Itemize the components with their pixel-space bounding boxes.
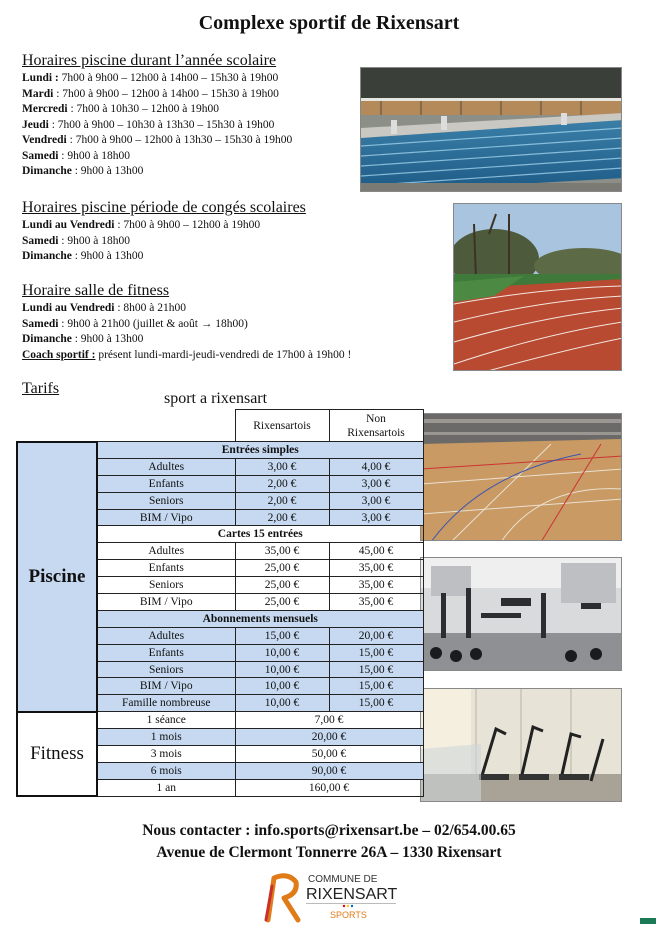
row-label: Enfants <box>97 475 235 492</box>
price-rix: 25,00 € <box>235 560 329 577</box>
coach-label: Coach sportif : <box>22 348 96 361</box>
hours-text: : 9h00 à 21h00 (juillet & août → 18h00) <box>58 317 248 330</box>
hours-line <box>22 317 351 333</box>
row-label: Famille nombreuse <box>97 695 235 712</box>
day-label: Lundi : <box>22 72 59 84</box>
hours-line <box>22 87 292 103</box>
track-photo <box>453 203 622 371</box>
row-label: Enfants <box>97 644 235 661</box>
table-header-row <box>17 410 423 442</box>
price-rix: 35,00 € <box>235 543 329 560</box>
coach-text: présent lundi-mardi-jeudi-vendredi de 17h00 à 19h00 ! <box>95 348 352 361</box>
col-header-line: Rixensartois <box>347 426 405 439</box>
row-label: Enfants <box>97 560 235 577</box>
hours-text: : 7h00 à 9h00 – 12h00 à 19h00 <box>114 219 261 231</box>
blank-cell <box>17 410 97 442</box>
day-label: Vendredi <box>22 134 67 146</box>
hours-text: 7h00 à 9h00 – 12h00 à 14h00 – 15h30 à 19h00 <box>58 72 279 84</box>
row-label: 6 mois <box>97 762 235 779</box>
row-label: 1 mois <box>97 729 235 746</box>
price-non-rix: 3,00 € <box>329 492 423 509</box>
col-header-non-rixensartois <box>329 410 423 442</box>
hours-text: : 9h00 à 18h00 <box>58 149 130 162</box>
price-non-rix: 35,00 € <box>329 577 423 594</box>
hours-text: : 9h00 à 13h00 <box>71 165 144 177</box>
category-fitness: Fitness <box>17 712 97 796</box>
row-label: Adultes <box>97 458 235 475</box>
subsection-title: Cartes 15 entrées <box>97 526 423 543</box>
day-label: Dimanche <box>22 250 72 262</box>
price-rix: 2,00 € <box>235 475 329 492</box>
day-label: Samedi <box>22 149 59 162</box>
row-label: BIM / Vipo <box>97 594 235 611</box>
hours-line <box>22 164 292 180</box>
page-title: Complexe sportif de Rixensart <box>198 12 460 34</box>
hours-line <box>22 249 306 265</box>
day-label: Mardi <box>22 87 54 100</box>
price-rix: 10,00 € <box>235 644 329 661</box>
subsection-title: Entrées simples <box>97 442 423 459</box>
price-non-rix: 15,00 € <box>329 661 423 678</box>
hours-text: : 9h00 à 18h00 <box>58 234 130 247</box>
price-rix: 10,00 € <box>235 678 329 695</box>
price-rix: 3,00 € <box>235 458 329 475</box>
price-non-rix: 15,00 € <box>329 678 423 695</box>
logo-line3: SPORTS <box>330 910 367 920</box>
hours-text: : 7h00 à 9h00 – 12h00 à 14h00 – 15h30 à 19h00 <box>53 87 279 100</box>
row-label: 1 séance <box>97 712 235 729</box>
logo-line1: COMMUNE DE <box>308 874 378 885</box>
hours-text: : 7h00 à 10h30 – 12h00 à 19h00 <box>67 103 219 115</box>
price-fitness: 7,00 € <box>235 712 423 729</box>
hours-text: : 8h00 à 21h00 <box>114 302 187 314</box>
col-header-line: Non <box>366 412 386 425</box>
hours-line <box>22 118 292 134</box>
section-heading: Horaire salle de fitness <box>22 282 170 299</box>
hours-line <box>22 301 351 317</box>
row-label: Seniors <box>97 661 235 678</box>
col-header-rixensartois: Rixensartois <box>235 410 329 442</box>
hours-line <box>22 149 292 165</box>
day-label: Dimanche <box>22 333 72 345</box>
price-rix: 2,00 € <box>235 509 329 526</box>
row-label: Seniors <box>97 577 235 594</box>
day-label: Lundi au Vendredi <box>22 219 115 231</box>
section-heading: Horaires piscine durant l’année scolaire <box>22 52 277 69</box>
day-label: Samedi <box>22 234 59 247</box>
price-non-rix: 15,00 € <box>329 644 423 661</box>
tarifs-subheading: sport a rixensart <box>164 390 268 407</box>
section-heading: Horaires piscine période de congés scolaires <box>22 199 306 216</box>
tarifs-table <box>16 409 424 797</box>
pool-photo <box>360 67 622 192</box>
category-piscine: Piscine <box>17 442 97 712</box>
price-rix: 10,00 € <box>235 661 329 678</box>
hours-line <box>22 332 351 348</box>
day-label: Jeudi <box>22 118 49 131</box>
row-label: Adultes <box>97 627 235 644</box>
hours-text: : 7h00 à 9h00 – 12h00 à 13h30 – 15h30 à 19h00 <box>66 134 293 146</box>
price-non-rix: 3,00 € <box>329 509 423 526</box>
commune-logo <box>258 868 403 928</box>
price-non-rix: 35,00 € <box>329 594 423 611</box>
hours-line <box>22 102 292 118</box>
address-line: Avenue de Clermont Tonnerre 26A – 1330 Rixensart <box>156 844 502 861</box>
day-label: Lundi au Vendredi <box>22 302 115 314</box>
price-non-rix: 45,00 € <box>329 543 423 560</box>
subsection-row <box>17 442 423 459</box>
section-piscine-scolaire <box>22 52 292 180</box>
day-label: Samedi <box>22 317 59 330</box>
sports-hall-photo <box>420 413 622 541</box>
price-fitness: 20,00 € <box>235 729 423 746</box>
row-label: BIM / Vipo <box>97 509 235 526</box>
price-fitness: 90,00 € <box>235 762 423 779</box>
price-fitness: 50,00 € <box>235 746 423 763</box>
price-rix: 2,00 € <box>235 492 329 509</box>
coach-line <box>22 348 351 364</box>
hours-line <box>22 234 306 250</box>
hours-text: : 9h00 à 13h00 <box>71 250 144 262</box>
price-non-rix: 20,00 € <box>329 627 423 644</box>
price-non-rix: 3,00 € <box>329 475 423 492</box>
section-piscine-conges <box>22 199 306 265</box>
tarifs-heading: Tarifs <box>22 380 60 397</box>
hours-text: : 7h00 à 9h00 – 10h30 à 13h30 – 15h30 à 19h00 <box>48 118 275 131</box>
price-non-rix: 35,00 € <box>329 560 423 577</box>
day-label: Dimanche <box>22 165 72 177</box>
hours-line <box>22 218 306 234</box>
weights-room-photo <box>420 557 622 671</box>
row-label: 1 an <box>97 779 235 796</box>
subsection-title: Abonnements mensuels <box>97 610 423 627</box>
row-label: Seniors <box>97 492 235 509</box>
price-fitness: 160,00 € <box>235 779 423 796</box>
corner-mark <box>640 918 656 924</box>
price-rix: 25,00 € <box>235 594 329 611</box>
row-label: BIM / Vipo <box>97 678 235 695</box>
contact-line: Nous contacter : info.sports@rixensart.be – 02/654.00.65 <box>142 822 516 839</box>
logo-line2: RIXENSART <box>306 886 398 903</box>
price-non-rix: 15,00 € <box>329 695 423 712</box>
blank-cell <box>97 410 235 442</box>
hours-line <box>22 71 292 87</box>
day-label: Mercredi <box>22 103 68 115</box>
price-rix: 10,00 € <box>235 695 329 712</box>
hours-line <box>22 133 292 149</box>
price-non-rix: 4,00 € <box>329 458 423 475</box>
price-rix: 15,00 € <box>235 627 329 644</box>
table-row <box>17 712 423 729</box>
row-label: Adultes <box>97 543 235 560</box>
section-fitness-hours <box>22 282 351 363</box>
row-label: 3 mois <box>97 746 235 763</box>
hours-text: : 9h00 à 13h00 <box>71 333 144 345</box>
cardio-room-photo <box>420 688 622 802</box>
price-rix: 25,00 € <box>235 577 329 594</box>
